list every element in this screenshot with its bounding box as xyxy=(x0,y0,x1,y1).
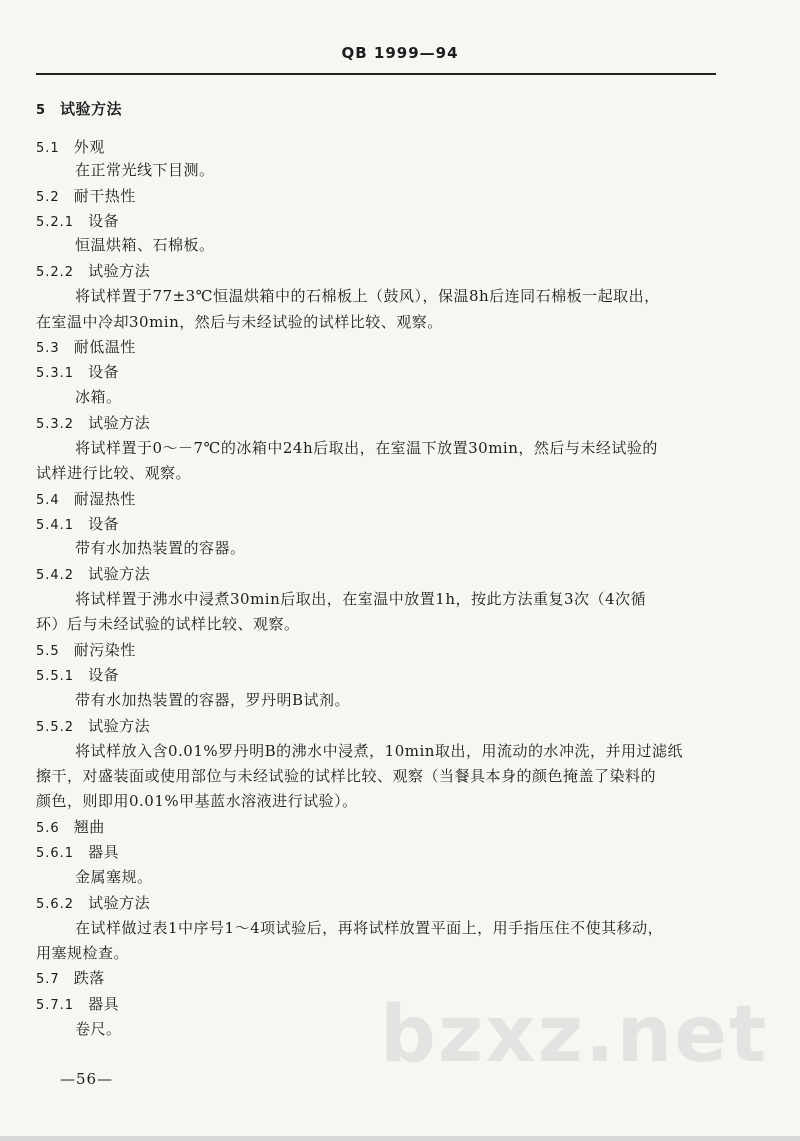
section-number: 5.7 xyxy=(36,972,60,987)
section-title: 耐湿热性 xyxy=(73,490,136,508)
section-title: 翘曲 xyxy=(73,818,105,836)
paragraph-text: 用塞规检查。 xyxy=(36,944,130,962)
body-text-line xyxy=(36,613,300,635)
section-number: 5.6.2 xyxy=(36,897,75,912)
section-heading xyxy=(36,664,119,688)
body-text-line xyxy=(75,740,683,762)
paragraph-text: 在试样做过表1中序号1～4项试验后，再将试样放置平面上，用手指压住不使其移动， xyxy=(75,919,664,937)
section-number: 5.7.1 xyxy=(36,998,75,1013)
section-number: 5.5.1 xyxy=(36,669,75,684)
paragraph-text: 卷尺。 xyxy=(75,1020,122,1038)
header-rule xyxy=(36,73,716,75)
body-text-line xyxy=(75,588,646,610)
body-text-line xyxy=(75,285,660,307)
section-title: 设备 xyxy=(88,212,120,230)
section-number: 5.3.2 xyxy=(36,417,75,432)
paragraph-text: 在室温中冷却30min，然后与未经试验的试样比较、观察。 xyxy=(36,313,443,331)
section-number: 5.6 xyxy=(36,821,60,836)
body-text-line xyxy=(75,437,658,459)
section-title: 外观 xyxy=(73,138,105,156)
section-title: 试验方法 xyxy=(88,565,151,583)
section-title: 设备 xyxy=(88,515,120,533)
section-number: 5.4 xyxy=(36,493,60,508)
section-number: 5.2.1 xyxy=(36,215,75,230)
section-title: 试验方法 xyxy=(88,894,151,912)
body-text-line xyxy=(75,917,663,939)
section-heading xyxy=(36,841,119,865)
section-title: 试验方法 xyxy=(88,414,151,432)
section-heading xyxy=(36,563,150,587)
paragraph-text: 颜色，则即用0.01%甲基蓝水溶液进行试验）。 xyxy=(36,792,358,810)
paragraph-text: 恒温烘箱、石棉板。 xyxy=(75,236,215,254)
body-text-line xyxy=(75,159,215,181)
section-heading xyxy=(36,412,150,436)
section-heading xyxy=(36,892,150,916)
section-number: 5.4.2 xyxy=(36,568,75,583)
section-title: 试验方法 xyxy=(88,262,151,280)
section-number: 5.1 xyxy=(36,141,60,156)
section-number: 5.2.2 xyxy=(36,265,75,280)
section-number: 5.2 xyxy=(36,190,60,205)
page-number: —56— xyxy=(60,1070,114,1088)
body-text-line xyxy=(75,537,246,559)
paragraph-text: 冰箱。 xyxy=(75,388,122,406)
section-number: 5.3 xyxy=(36,341,60,356)
section-title: 耐低温性 xyxy=(73,338,136,356)
standard-code-header: QB 1999—94 xyxy=(341,44,459,62)
paragraph-text: 将试样放入含0.01%罗丹明B的沸水中浸煮，10min取出，用流动的水冲洗，并用过滤纸 xyxy=(75,742,683,760)
body-text-line xyxy=(75,1018,122,1040)
section-heading xyxy=(36,513,119,537)
body-text-line xyxy=(75,689,350,711)
section-number: 5.5.2 xyxy=(36,720,75,735)
paragraph-text: 带有水加热装置的容器，罗丹明B试剂。 xyxy=(75,691,351,709)
section-title: 试验方法 xyxy=(60,100,123,118)
paragraph-text: 带有水加热装置的容器。 xyxy=(75,539,246,557)
section-title: 耐干热性 xyxy=(73,187,136,205)
section-heading xyxy=(36,260,150,284)
section-heading xyxy=(36,185,136,209)
paragraph-text: 在正常光线下目测。 xyxy=(75,161,215,179)
body-text-line xyxy=(75,386,122,408)
body-text-line xyxy=(75,234,215,256)
section-heading xyxy=(36,816,105,840)
section-title: 跌落 xyxy=(73,969,105,987)
section-number: 5 xyxy=(36,103,47,118)
watermark: bzxz.net xyxy=(380,990,769,1080)
body-text-line xyxy=(36,462,191,484)
section-heading xyxy=(36,136,105,160)
bottom-edge xyxy=(0,1136,800,1141)
section-heading xyxy=(36,98,122,122)
section-number: 5.6.1 xyxy=(36,846,75,861)
paragraph-text: 擦干，对盛装面或使用部位与未经试验的试样比较、观察（当餐具本身的颜色掩盖了染料的 xyxy=(36,767,657,785)
section-title: 器具 xyxy=(88,995,120,1013)
section-heading xyxy=(36,361,119,385)
section-title: 设备 xyxy=(88,666,120,684)
paragraph-text: 试样进行比较、观察。 xyxy=(36,464,192,482)
section-number: 5.5 xyxy=(36,644,60,659)
body-text-line xyxy=(36,311,443,333)
paragraph-text: 将试样置于77±3℃恒温烘箱中的石棉板上（鼓风），保温8h后连同石棉板一起取出， xyxy=(75,287,660,305)
section-title: 试验方法 xyxy=(88,717,151,735)
body-text-line xyxy=(75,866,153,888)
section-heading xyxy=(36,715,150,739)
paragraph-text: 环）后与未经试验的试样比较、观察。 xyxy=(36,615,300,633)
section-heading xyxy=(36,639,136,663)
section-title: 耐污染性 xyxy=(73,641,136,659)
section-title: 器具 xyxy=(88,843,120,861)
section-heading xyxy=(36,993,119,1017)
section-title: 设备 xyxy=(88,363,120,381)
body-text-line xyxy=(36,942,129,964)
paragraph-text: 将试样置于0～－7℃的冰箱中24h后取出，在室温下放置30min，然后与未经试验的 xyxy=(75,439,658,457)
paragraph-text: 金属塞规。 xyxy=(75,868,153,886)
body-text-line xyxy=(36,790,358,812)
section-heading xyxy=(36,336,136,360)
section-heading xyxy=(36,210,119,234)
section-heading xyxy=(36,488,136,512)
section-number: 5.3.1 xyxy=(36,366,75,381)
section-number: 5.4.1 xyxy=(36,518,75,533)
paragraph-text: 将试样置于沸水中浸煮30min后取出，在室温中放置1h，按此方法重复3次（4次循 xyxy=(75,590,647,608)
body-text-line xyxy=(36,765,656,787)
section-heading xyxy=(36,967,105,991)
